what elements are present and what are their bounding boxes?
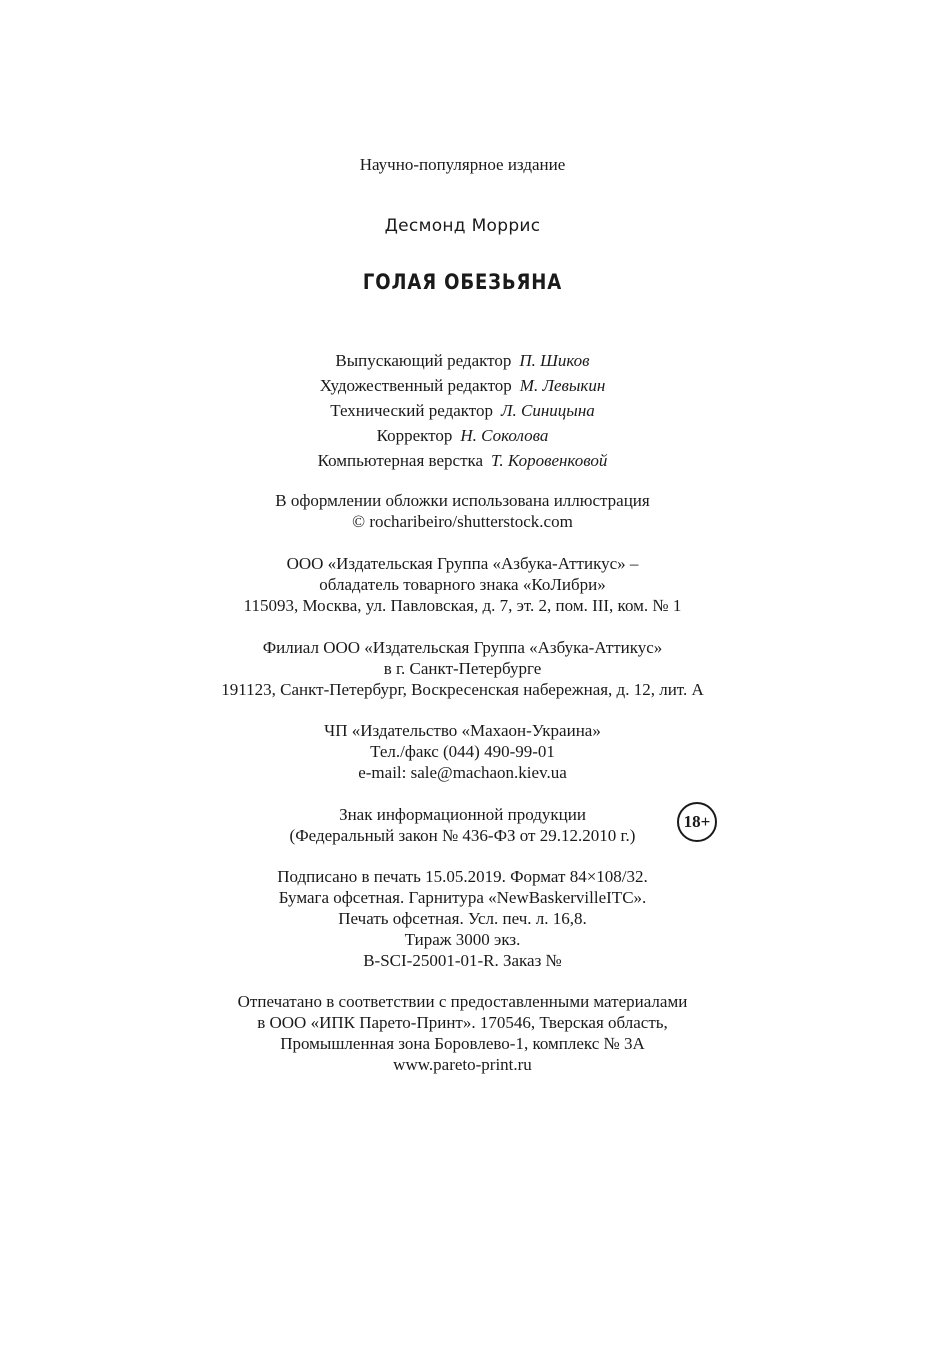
staff-role: Технический редактор bbox=[330, 401, 494, 420]
staff-credit-row bbox=[0, 348, 925, 373]
publisher-line: 115093, Москва, ул. Павловская, д. 7, эт. 2, пом. III, ком. № 1 bbox=[243, 596, 682, 615]
printer-line: Промышленная зона Боровлево-1, комплекс № 3А bbox=[280, 1034, 645, 1053]
print-details bbox=[0, 866, 925, 971]
cover-credit-line: В оформлении обложки использована иллюстрация bbox=[275, 491, 650, 510]
author-name-text: Десмонд Моррис bbox=[384, 216, 541, 236]
staff-role: Выпускающий редактор bbox=[335, 351, 512, 370]
book-title bbox=[65, 268, 861, 296]
branch-block bbox=[0, 637, 925, 700]
printer-line: в ООО «ИПК Парето-Принт». 170546, Тверская область, bbox=[257, 1013, 668, 1032]
print-line: Подписано в печать 15.05.2019. Формат 84×108/32. bbox=[277, 867, 648, 886]
staff-name: М. Левыкин bbox=[519, 376, 606, 395]
printer-website-link[interactable]: www.pareto-print.ru bbox=[393, 1055, 532, 1074]
info-product-marking bbox=[0, 804, 925, 846]
staff-credits bbox=[0, 348, 925, 473]
staff-credit-row bbox=[0, 373, 925, 398]
author-name bbox=[0, 216, 925, 237]
print-line: Печать офсетная. Усл. печ. л. 16,8. bbox=[338, 909, 587, 928]
ukraine-line: Тел./факс (044) 490-99-01 bbox=[370, 742, 555, 761]
print-line: Тираж 3000 экз. bbox=[404, 930, 521, 949]
marking-line: (Федеральный закон № 436-ФЗ от 29.12.2010 г.) bbox=[289, 826, 636, 845]
staff-role: Художественный редактор bbox=[319, 376, 512, 395]
staff-name: Т. Коровенковой bbox=[491, 451, 608, 470]
ukraine-line: e-mail: sale@machaon.kiev.ua bbox=[358, 763, 567, 782]
publisher-block bbox=[0, 553, 925, 616]
printer-block bbox=[0, 991, 925, 1075]
staff-name: Н. Соколова bbox=[460, 426, 549, 445]
branch-line: Филиал ООО «Издательская Группа «Азбука-Аттикус» bbox=[262, 638, 663, 657]
publisher-line: ООО «Издательская Группа «Азбука-Аттикус» – bbox=[286, 554, 639, 573]
staff-credit-row bbox=[0, 448, 925, 473]
marking-line: Знак информационной продукции bbox=[339, 805, 586, 824]
staff-role: Компьютерная верстка bbox=[317, 451, 484, 470]
print-line: B-SCI-25001-01-R. Заказ № bbox=[363, 951, 562, 970]
publisher-line: обладатель товарного знака «КоЛибри» bbox=[319, 575, 606, 594]
staff-name: П. Шиков bbox=[519, 351, 590, 370]
staff-credit-row bbox=[0, 423, 925, 448]
branch-line: 191123, Санкт-Петербург, Воскресенская набережная, д. 12, лит. А bbox=[221, 680, 704, 699]
staff-role: Корректор bbox=[376, 426, 453, 445]
staff-name: Л. Синицына bbox=[501, 401, 595, 420]
print-line: Бумага офсетная. Гарнитура «NewBaskervilleITC». bbox=[278, 888, 647, 907]
staff-credit-row bbox=[0, 398, 925, 423]
cover-credit bbox=[0, 490, 925, 532]
edition-type bbox=[0, 154, 925, 175]
book-title-text: ГОЛАЯ ОБЕЗЬЯНА bbox=[362, 270, 563, 294]
printer-line: Отпечатано в соответствии с предоставленными материалами bbox=[237, 992, 688, 1011]
cover-credit-line: © rocharibeiro/shutterstock.com bbox=[352, 512, 573, 531]
ukraine-distributor-block bbox=[0, 720, 925, 783]
age-rating-badge: 18+ bbox=[677, 802, 717, 842]
ukraine-line: ЧП «Издательство «Махаон-Украина» bbox=[324, 721, 601, 740]
edition-type-text: Научно-популярное издание bbox=[359, 155, 566, 174]
branch-line: в г. Санкт-Петербурге bbox=[383, 659, 542, 678]
